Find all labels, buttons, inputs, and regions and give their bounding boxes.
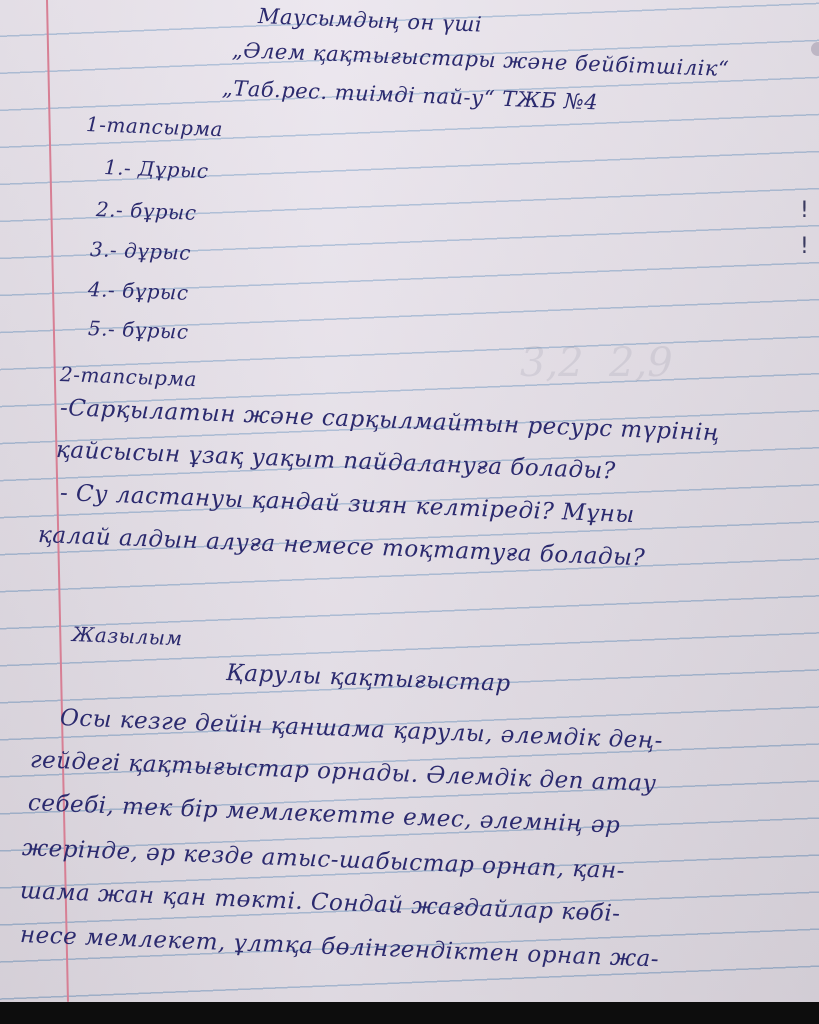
essay-label: Жазылым bbox=[71, 622, 184, 651]
margin-mark-1: ! bbox=[800, 198, 809, 223]
task2-question2-line2: қалай алдын алуға немесе тоқтатуға болады? bbox=[37, 522, 646, 572]
essay-line-5: шама жан қан төкті. Сондай жағдайлар көбі- bbox=[19, 878, 621, 928]
task1-item-5: 5.- бұрыс bbox=[87, 316, 190, 344]
task1-label: 1-тапсырма bbox=[85, 112, 224, 142]
task1-item-2: 2.- бұрыс bbox=[95, 197, 198, 225]
essay-line-4: жерінде, әр кезде атыс-шабыстар орнап, қан- bbox=[21, 835, 626, 885]
binding-hole bbox=[811, 42, 819, 56]
task1-item-1: 1.- Дұрыс bbox=[103, 155, 210, 184]
date-line: Маусымдың он үші bbox=[257, 4, 483, 37]
topic-line: „Әлем қақтығыстары және бейбітшілік“ bbox=[231, 38, 730, 82]
essay-title: Қарулы қақтығыстар bbox=[225, 660, 512, 697]
assessment-line: „Таб.рес. тиімді пай-у“ ТЖБ №4 bbox=[221, 76, 599, 115]
task2-question1-line1: -Сарқылатын және сарқылмайтын ресурс түрінің bbox=[59, 395, 721, 447]
task2-question1-line2: қайсысын ұзақ уақыт пайдалануға болады? bbox=[55, 437, 617, 485]
task1-item-4: 4.- бұрыс bbox=[87, 277, 190, 305]
task2-label: 2-тапсырма bbox=[59, 362, 198, 392]
essay-line-6: несе мемлекет, ұлтқа бөлінгендіктен орнап жа- bbox=[19, 922, 660, 973]
task2-question2-line1: - Су ластануы қандай зиян келтіреді? Мұны bbox=[59, 480, 636, 529]
essay-line-1: Осы кезге дейін қаншама қарулы, әлемдік дең- bbox=[59, 705, 664, 755]
task1-item-3: 3.- дұрыс bbox=[89, 237, 192, 265]
essay-line-2: гейдегі қақтығыстар орнады. Әлемдік деп атау bbox=[29, 747, 657, 798]
margin-mark-2: ! bbox=[800, 234, 809, 259]
bleed-through-marks: 3,2 2,9 bbox=[520, 340, 673, 386]
essay-line-3: себебі, тек бір мемлекетте емес, әлемнің әр bbox=[27, 790, 621, 839]
